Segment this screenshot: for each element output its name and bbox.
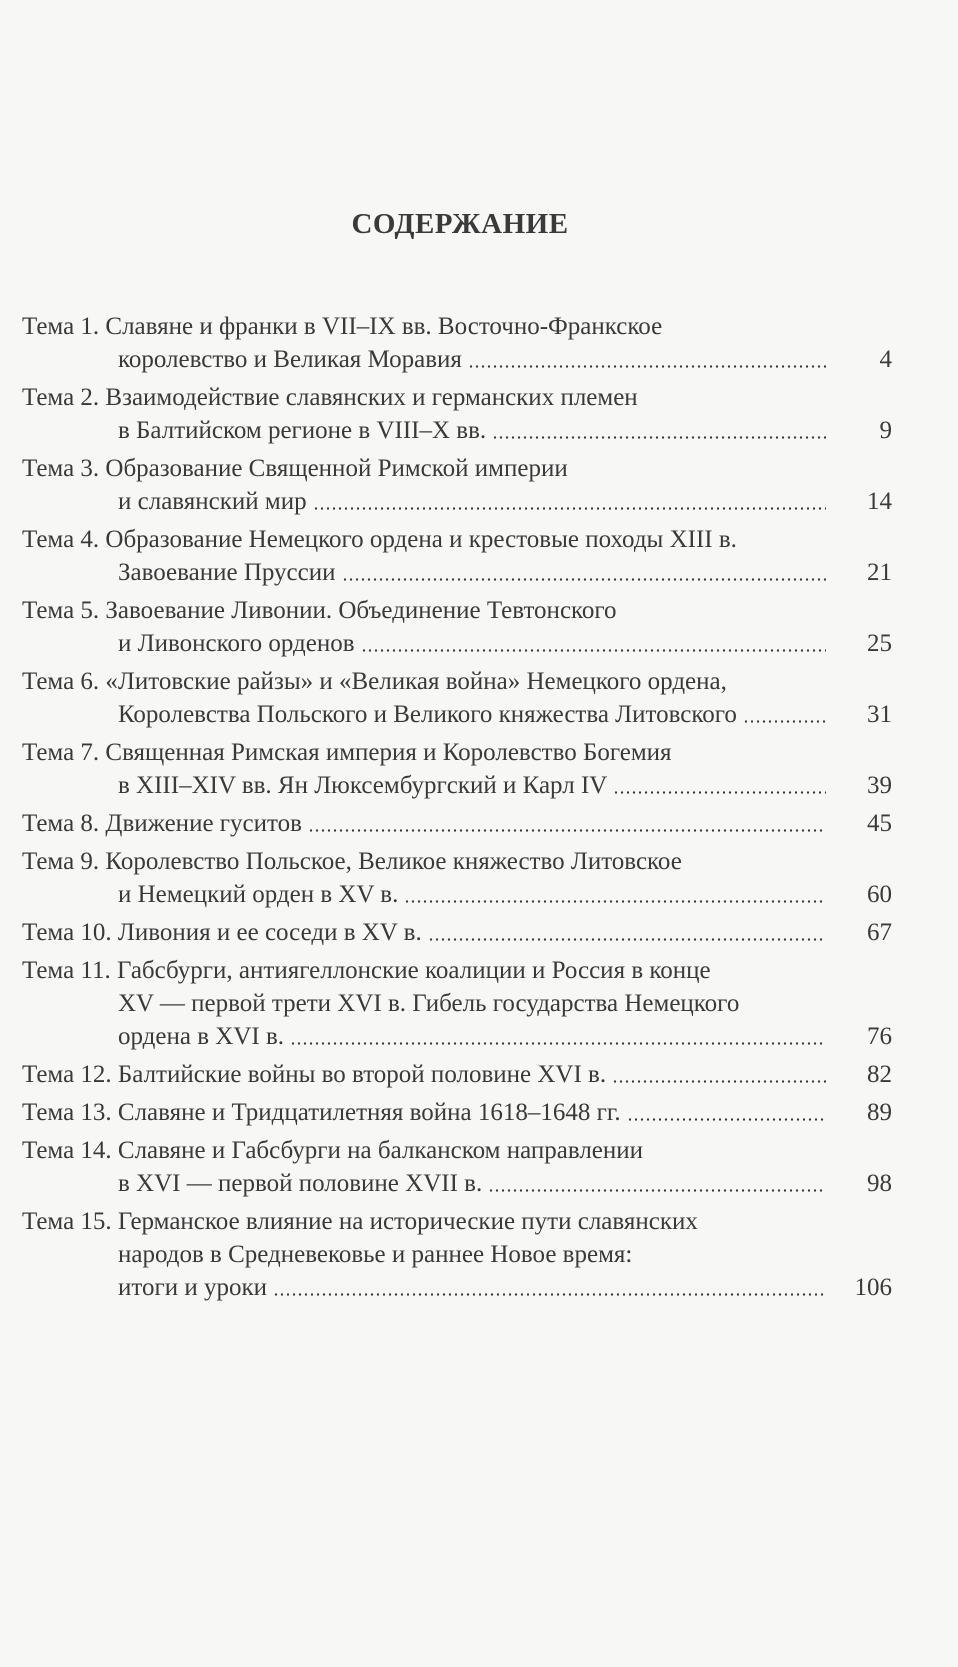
toc-entry-text: и Ливонского орденов	[118, 630, 355, 657]
toc-entry-text: Тема 13. Славяне и Тридцатилетняя война 1618–1648 гг.	[22, 1099, 621, 1126]
toc-entry-text: Тема 8. Движение гуситов	[22, 810, 302, 837]
toc-entry-text: народов в Средневековье и раннее Новое время:	[118, 1241, 633, 1268]
toc-page-number: 89	[867, 1099, 892, 1126]
toc-page-number: 60	[867, 881, 892, 908]
toc-entry[interactable]	[22, 523, 892, 589]
toc-entry-text: в Балтийском регионе в VIII–X вв.	[118, 417, 487, 444]
dot-leader	[313, 507, 826, 510]
table-of-contents	[22, 310, 892, 1309]
toc-entry-text: Тема 12. Балтийские войны во второй половине XVI в.	[22, 1061, 607, 1088]
toc-entry-text: в XVI — первой половине XVII в.	[118, 1170, 483, 1197]
toc-entry-text: и славянский мир	[118, 488, 307, 515]
toc-page-number: 9	[879, 417, 892, 444]
toc-entry-text: Тема 3. Образование Священной Римской империи	[22, 455, 568, 482]
toc-entry-text: Королевства Польского и Великого княжества Литовского	[118, 701, 737, 728]
toc-entry-text: Тема 11. Габсбурги, антиягеллонские коалиции и Россия в конце	[22, 957, 711, 984]
toc-page-number: 98	[867, 1170, 892, 1197]
toc-entry[interactable]	[22, 845, 892, 911]
toc-entry[interactable]	[22, 1096, 892, 1129]
toc-entry-text: Тема 6. «Литовские райзы» и «Великая война» Немецкого ордена,	[22, 668, 727, 695]
toc-entry[interactable]	[22, 916, 892, 949]
toc-entry-text: Тема 9. Королевство Польское, Великое княжество Литовское	[22, 848, 682, 875]
toc-entry-text: Тема 15. Германское влияние на исторические пути славянских	[22, 1208, 698, 1235]
dot-leader	[627, 1118, 826, 1121]
toc-page-number: 39	[867, 772, 892, 799]
toc-page-number: 45	[867, 810, 892, 837]
toc-entry-text: итоги и уроки	[118, 1274, 268, 1301]
page-title: СОДЕРЖАНИЕ	[351, 208, 569, 240]
dot-leader	[404, 900, 826, 903]
toc-entry[interactable]	[22, 736, 892, 802]
dot-leader	[273, 1293, 826, 1296]
dot-leader	[613, 791, 826, 794]
toc-entry-text: XV — первой трети XVI в. Гибель государства Немецкого	[118, 990, 740, 1017]
dot-leader	[492, 436, 826, 439]
toc-entry-text: Тема 1. Славяне и франки в VII–IX вв. Восточно-Франкское	[22, 313, 663, 340]
toc-entry[interactable]	[22, 665, 892, 731]
toc-page-number: 14	[867, 488, 892, 515]
toc-entry-text: Завоевание Пруссии	[118, 559, 336, 586]
toc-entry-text: ордена в XVI в.	[118, 1023, 285, 1050]
toc-entry[interactable]	[22, 1205, 892, 1304]
toc-page-number: 106	[854, 1274, 892, 1301]
toc-entry[interactable]	[22, 594, 892, 660]
dot-leader	[290, 1042, 826, 1045]
dot-leader	[308, 829, 826, 832]
dot-leader	[743, 720, 826, 723]
toc-entry-text: Тема 7. Священная Римская империя и Королевство Богемия	[22, 739, 672, 766]
toc-entry[interactable]	[22, 452, 892, 518]
dot-leader	[342, 578, 826, 581]
dot-leader	[612, 1080, 826, 1083]
dot-leader	[361, 649, 827, 652]
toc-entry-text: Тема 2. Взаимодействие славянских и германских племен	[22, 384, 638, 411]
toc-page-number: 31	[867, 701, 892, 728]
dot-leader	[488, 1189, 826, 1192]
toc-entry[interactable]	[22, 381, 892, 447]
toc-entry[interactable]	[22, 1058, 892, 1091]
toc-page-number: 25	[867, 630, 892, 657]
toc-entry[interactable]	[22, 807, 892, 840]
toc-entry-text: Тема 10. Ливония и ее соседи в XV в.	[22, 919, 422, 946]
toc-page-number: 4	[879, 346, 892, 373]
toc-page-number: 21	[867, 559, 892, 586]
toc-entry[interactable]	[22, 1134, 892, 1200]
toc-entry[interactable]	[22, 310, 892, 376]
toc-entry-text: Тема 5. Завоевание Ливонии. Объединение Тевтонского	[22, 597, 617, 624]
toc-entry-text: королевство и Великая Моравия	[118, 346, 462, 373]
toc-entry[interactable]	[22, 954, 892, 1053]
toc-entry-text: в XIII–XIV вв. Ян Люксембургский и Карл IV	[118, 772, 608, 799]
toc-page-number: 67	[867, 919, 892, 946]
toc-page-number: 76	[867, 1023, 892, 1050]
toc-page-number: 82	[867, 1061, 892, 1088]
dot-leader	[428, 938, 826, 941]
toc-entry-text: Тема 4. Образование Немецкого ордена и крестовые походы XIII в.	[22, 526, 737, 553]
toc-entry-text: Тема 14. Славяне и Габсбурги на балканском направлении	[22, 1137, 644, 1164]
dot-leader	[468, 365, 826, 368]
toc-entry-text: и Немецкий орден в XV в.	[118, 881, 399, 908]
